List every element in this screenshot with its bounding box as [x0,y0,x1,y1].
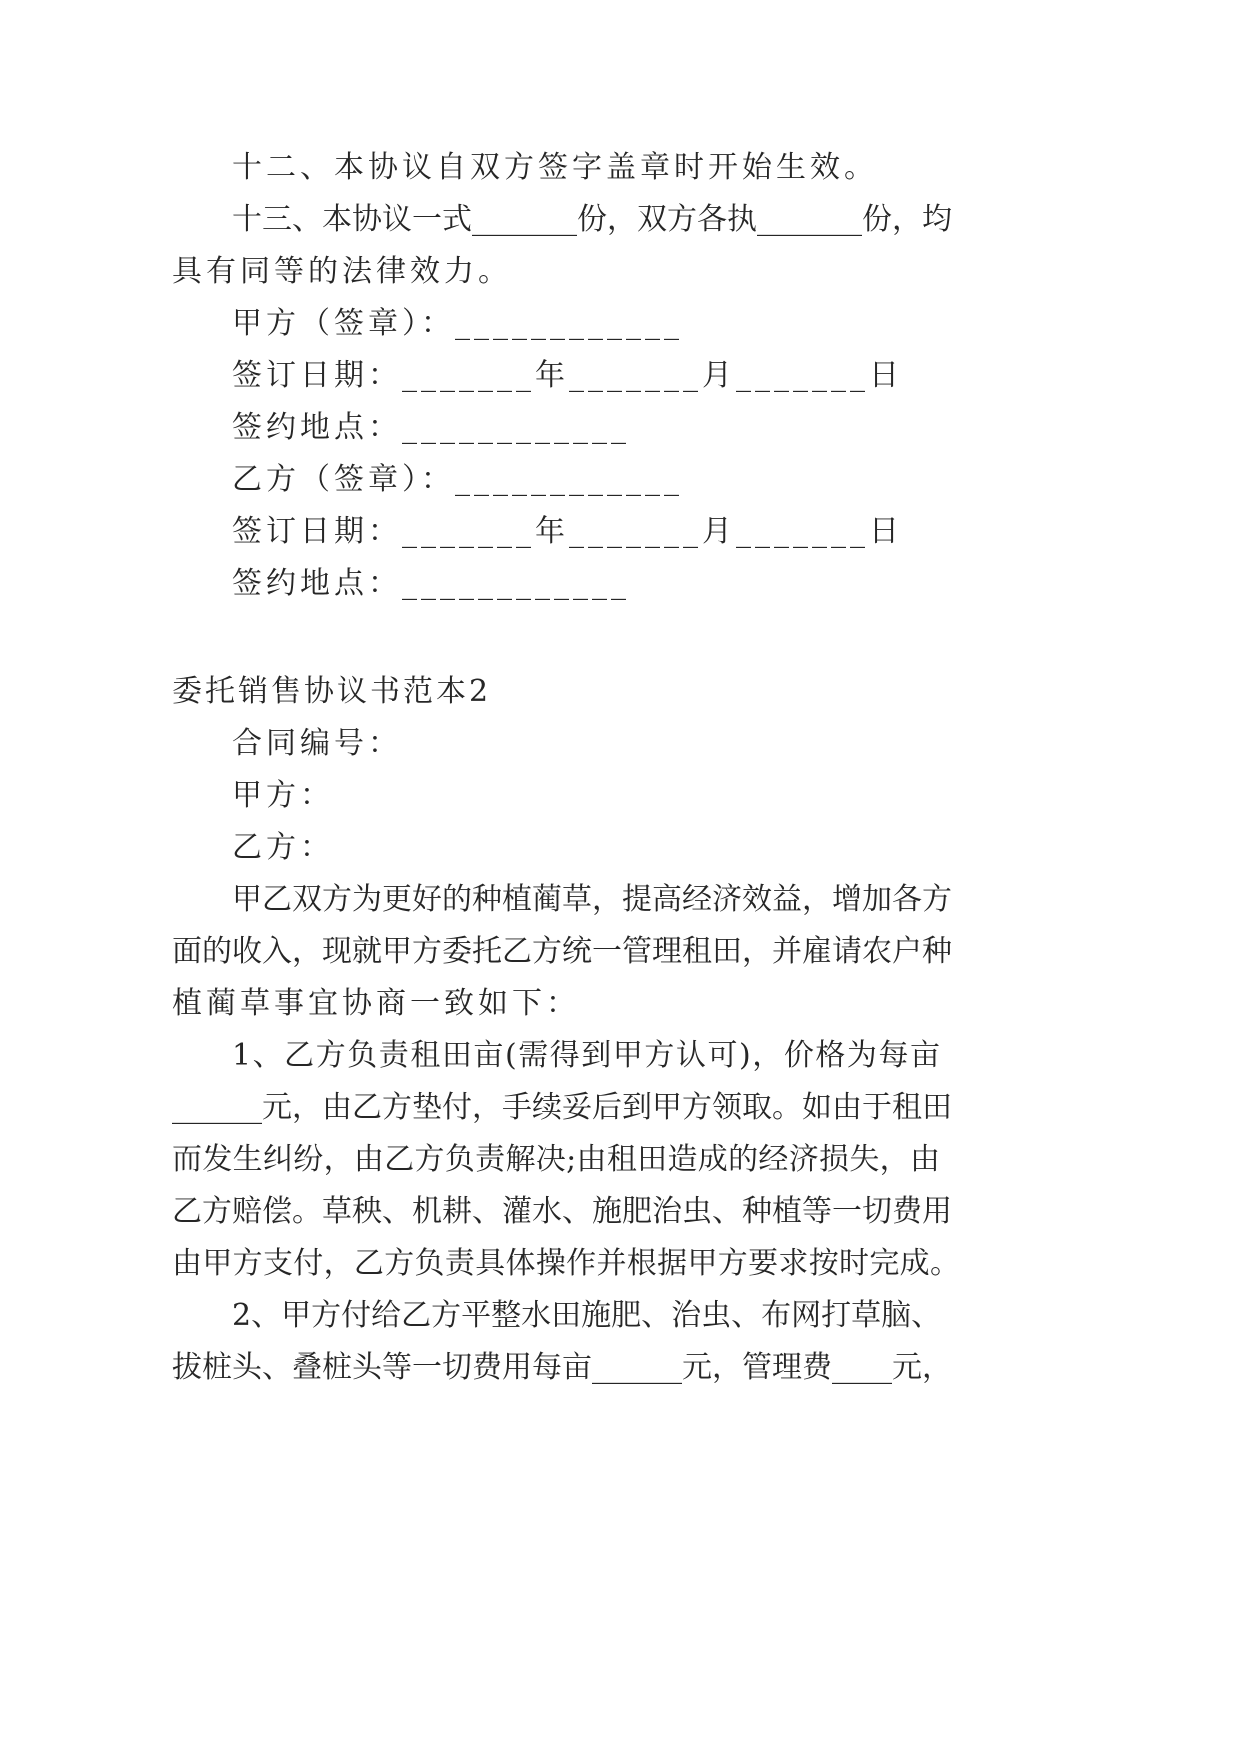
party-a-sign-date: 签订日期：_______年_______月_______日 [232,358,903,393]
party-b-label: 乙方： [232,830,334,865]
clause-12: 十二、本协议自双方签字盖章时开始生效。 [232,150,878,185]
intro-line-3: 植蔺草事宜协商一致如下： [172,986,580,1021]
item-2-line-1: 2、甲方付给乙方平整水田施肥、治虫、布网打草脑、 [232,1298,942,1333]
party-b-sign-date: 签订日期：_______年_______月_______日 [232,514,903,549]
item-1-line-4: 乙方赔偿。草秧、机耕、灌水、施肥治虫、种植等一切费用 [172,1194,952,1229]
intro-line-2: 面的收入，现就甲方委托乙方统一管理租田，并雇请农户种 [172,934,952,969]
section-title: 委托销售协议书范本2 [172,674,492,709]
clause-13-line-2: 具有同等的法律效力。 [172,254,512,289]
party-a-label: 甲方： [232,778,334,813]
intro-line-1: 甲乙双方为更好的种植蔺草，提高经济效益，增加各方 [232,882,952,917]
item-1-line-5: 由甲方支付，乙方负责具体操作并根据甲方要求按时完成。 [172,1246,960,1281]
item-1-line-2: ______元，由乙方垫付，手续妥后到甲方领取。如由于租田 [172,1090,952,1125]
party-b-sign-place: 签约地点：____________ [232,566,630,601]
item-1-line-3: 而发生纠纷，由乙方负责解决;由租田造成的经济损失，由 [172,1142,940,1177]
party-a-sign-place: 签约地点：____________ [232,410,630,445]
contract-number-label: 合同编号： [232,726,402,761]
party-a-signature: 甲方（签章）：____________ [232,306,683,341]
party-b-signature: 乙方（签章）：____________ [232,462,683,497]
item-2-line-2: 拔桩头、叠桩头等一切费用每亩______元，管理费____元， [172,1350,952,1385]
clause-13-line-1: 十三、本协议一式_______份，双方各执_______份，均 [232,202,952,237]
item-1-line-1: 1、乙方负责租田亩(需得到甲方认可)，价格为每亩 [232,1038,940,1073]
